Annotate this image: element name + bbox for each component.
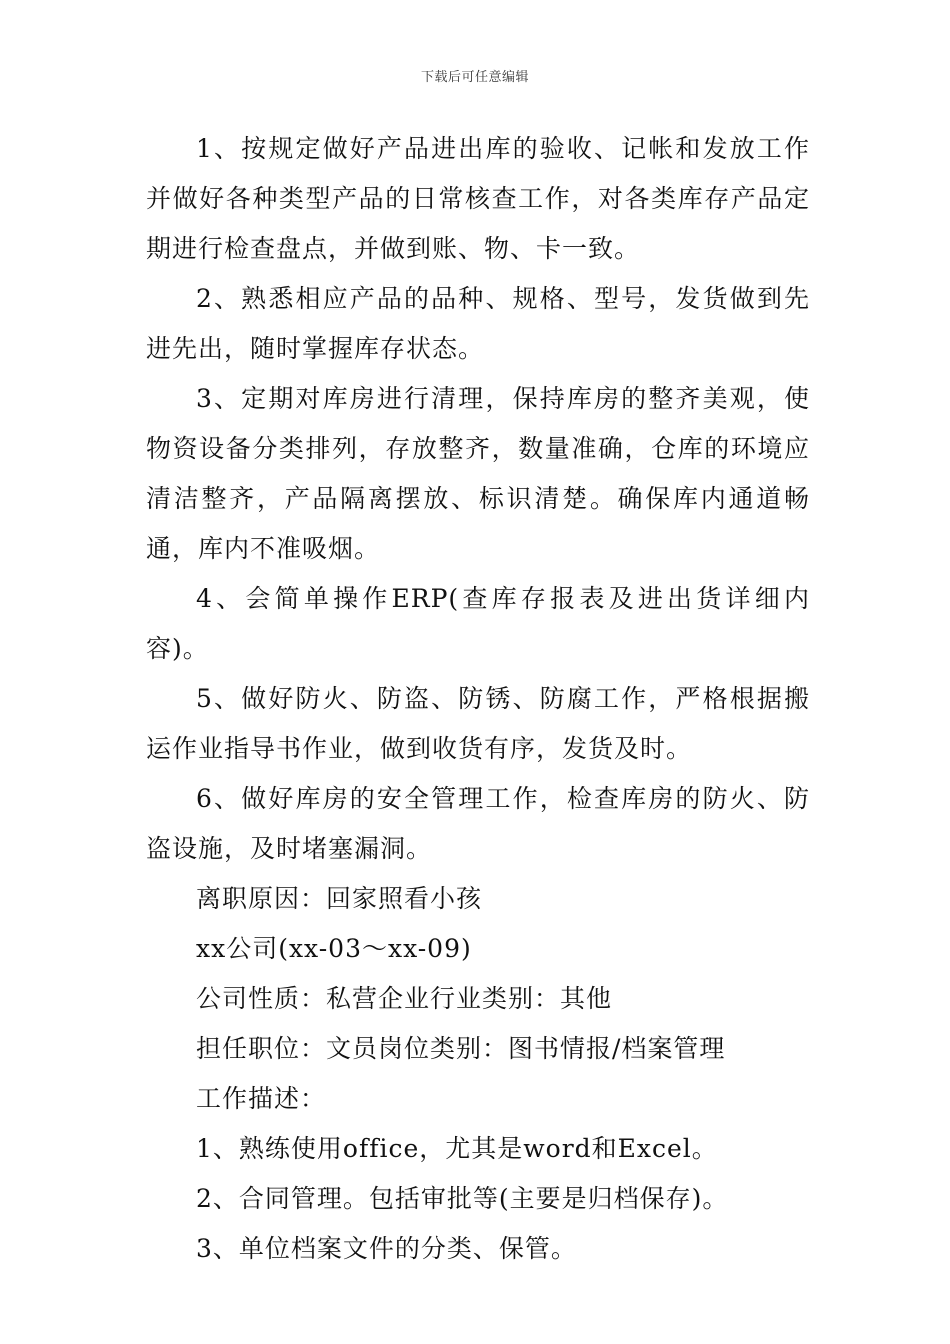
duty-item-4: 4、会简单操作ERP(查库存报表及进出货详细内容)。 xyxy=(146,584,810,663)
document-body xyxy=(146,124,810,1274)
duty-item-6: 6、做好库房的安全管理工作，检查库房的防火、防盗设施，及时堵塞漏洞。 xyxy=(146,784,810,863)
job-item-2: 2、合同管理。包括审批等(主要是归档保存)。 xyxy=(196,1184,729,1213)
job-description-heading: 工作描述： xyxy=(196,1084,327,1113)
leave-reason: 离职原因：回家照看小孩 xyxy=(196,884,483,913)
company-period: xx公司(xx-03～xx-09) xyxy=(196,934,472,963)
duty-item-2: 2、熟悉相应产品的品种、规格、型号，发货做到先进先出，随时掌握库存状态。 xyxy=(146,284,810,363)
duty-item-3: 3、定期对库房进行清理，保持库房的整齐美观，使物资设备分类排列，存放整齐，数量准确，仓库的环境应清洁整齐，产品隔离摆放、标识清楚。确保库内通道畅通，库内不准吸烟。 xyxy=(146,384,810,563)
company-nature: 公司性质：私营企业行业类别：其他 xyxy=(196,984,613,1013)
header-note: 下载后可任意编辑 xyxy=(420,70,529,85)
position-held: 担任职位：文员岗位类别：图书情报/档案管理 xyxy=(196,1034,726,1063)
job-item-1: 1、熟练使用office，尤其是word和Excel。 xyxy=(196,1134,718,1163)
duty-item-5: 5、做好防火、防盗、防锈、防腐工作，严格根据搬运作业指导书作业，做到收货有序，发货及时。 xyxy=(146,684,810,763)
duty-item-1: 1、按规定做好产品进出库的验收、记帐和发放工作并做好各种类型产品的日常核查工作，对各类库存产品定期进行检查盘点，并做到账、物、卡一致。 xyxy=(146,134,810,263)
job-item-3: 3、单位档案文件的分类、保管。 xyxy=(196,1234,577,1263)
